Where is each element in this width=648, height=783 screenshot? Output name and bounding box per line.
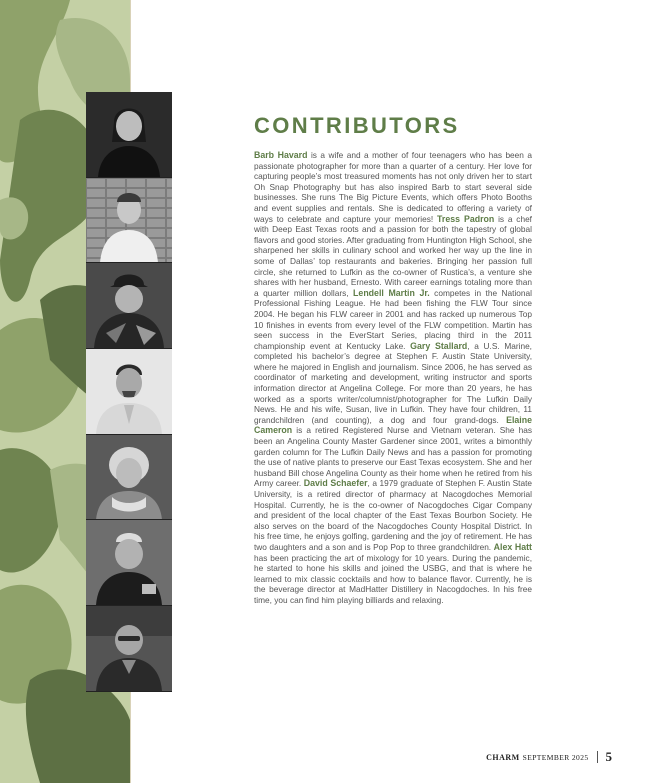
photo-alex-hatt [86,606,172,692]
contributor-name: Barb Havard [254,150,308,160]
contributor-name: Lendell Martin Jr. [353,287,430,298]
footer-divider [597,751,598,763]
contributors-article [254,112,532,606]
photo-david-schaefer [86,520,172,606]
contributors-bios [254,150,532,606]
contributor-bio: , a U.S. Marine, completed his bachelor’s degree at Stephen F. Austin State University, where he majored in English and journalism. Since 2006, he has served as coordinator of marketing and development, writing instructor and sports information director at Angelina College. For more than 20 years, he has worked as a sports writer/columnist/photographer for The Lufkin Daily News. He and his wife, Susan, live in Lufkin. They have four children, 11 grandchildren (and counting), a dog and four grand-dogs. [254,340,532,425]
contributor-name: Tress Padron [437,213,495,224]
issue-date: SEPTEMBER 2025 [522,752,589,762]
contributor-name: David Schaefer [303,478,368,489]
contributor-bio: competes in the National Professional Fishing League. He had been fishing the FLW Tour since 2004. He began his FLW career in 2001 and has racked up numerous Top 10 finishes in events from every level of the FLW competition. Martin has seen success in the EverStart Series, placing third in the 2011 championship event at Kentucky Lake. [254,287,532,351]
magazine-brand: CHARM [486,752,520,762]
photo-tress-padron [86,178,172,264]
page-number: 5 [605,749,612,764]
photo-barb-havard [86,92,172,178]
contributor-photos [86,92,172,692]
page-footer [486,749,612,765]
contributor-bio: has been practicing the art of mixology for 10 years. During the pandemic, he started to hone his skills and joined the USBG, and that is where he learned to mix classic cocktails and how to balance flavor. Currently, he is the beverage director at MadHatter Distillery in Nacogdoches. In his free time, you can find him playing billiards and relaxing. [254,552,532,605]
photo-lendell-martin [86,263,172,349]
contributor-bio: is a chef with Deep East Texas roots and a passion for both the tapestry of global flavors and good stories. After graduating from Huntington High School, she sharpened her skills in culinary school and worked her way up the line in some of Dallas’ top restaurants and bakeries. Bringing her passion full circle, she returned to Lufkin as the co-owner of Rustica’s, a venture she shares with her husband, Ernesto. With career earnings totaling more than a quarter million dollars, [254,213,532,298]
contributor-bio: is a wife and a mother of four teenagers who has been a passionate photographer for more than a quarter of a century. Her love for capturing people’s most treasured moments has not only driven her to start Oh Snap Photography but has also inspired Barb to start several side businesses. She runs The Big Picture Events, which offers Photo Booths and event supplies and rentals. She is dedicated to offering a variety of ways to celebrate and capture your memories! [254,150,532,224]
contributor-name: Gary Stallard [410,340,468,351]
page-title: CONTRIBUTORS [254,113,460,138]
contributor-bio: is a retired Registered Nurse and Vietnam veteran. She has been an Angelina County Master Gardener since 2001, writes a bimonthly garden column for The Lufkin Daily News and has a passion for promoting the use of native plants to preserve our East Texas ecosystem. She and her husband Bill chose Angelina County as their home when he retired from his Army career. [254,425,532,489]
contributor-name: Elaine Cameron [254,414,532,436]
contributor-name: Alex Hatt [493,541,532,552]
contributor-bio: , a 1979 graduate of Stephen F. Austin State University, is a retired director of pharmacy at Nacogdoches Memorial Hospital. Currently, he is the co-owner of Nacogdoches Cigar Company and president of the local chapter of the East Texas Bourbon Society. He also serves on the board of the Nacogdoches County Hospital District. In his free time, he enjoys golfing, gardening and the joy of retirement. He has two daughters and a son and is Pop Pop to three grandchildren. [254,478,532,552]
photo-elaine-cameron [86,435,172,521]
photo-gary-stallard [86,349,172,435]
